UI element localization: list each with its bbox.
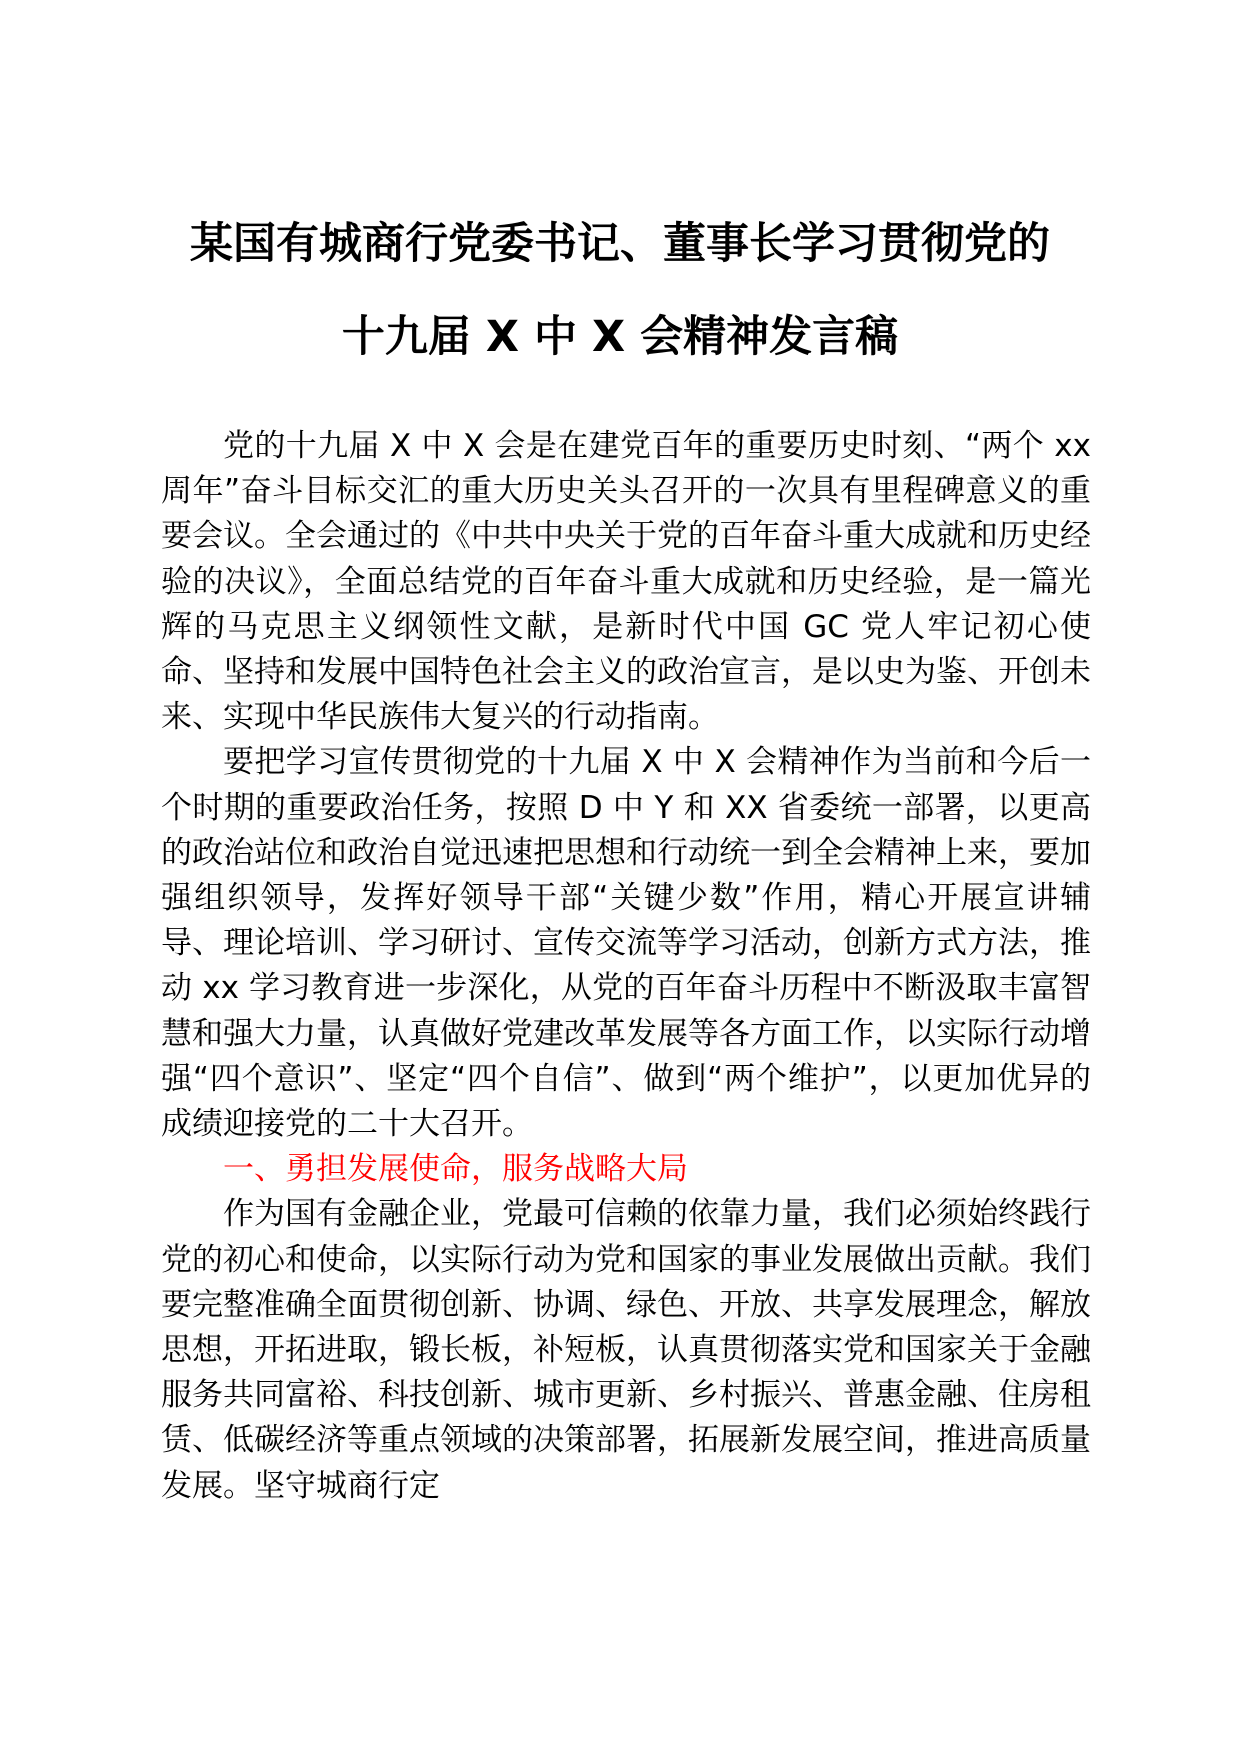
section-paragraph: 作为国有金融企业，党最可信赖的依靠力量，我们必须始终践行党的初心和使命，以实际行动为党和国家的事业发展做出贡献。我们要完整准确全面贯彻创新、协调、绿色、开放、共享发展理念，解放思想，开拓进取，锻长板，补短板，认真贯彻落实党和国家关于金融服务共同富裕、科技创新、城市更新、乡村振兴、普惠金融、住房租赁、低碳经济等重点领域的决策部署，拓展新发展空间，推进高质量发展。坚守城商行定 [161, 1196, 1091, 1504]
body-paragraph-1: 党的十九届 X 中 X 会是在建党百年的重要历史时刻、“两个 xx 周年”奋斗目标交汇的重大历史关头召开的一次具有里程碑意义的重要会议。全会通过的《中共中央关于党的百年奋斗重大成就和历史经验的决议》，全面总结党的百年奋斗重大成就和历史经验，是一篇光辉的马克思主义纲领性文献，是新时代中国 GC 党人牢记初心使命、坚持和发展中国特色社会主义的政治宣言，是以史为鉴、开创未来、实现中华民族伟大复兴的行动指南。 [161, 428, 1091, 736]
section-heading: 一、勇担发展使命，服务战略大局 [223, 1151, 688, 1188]
body-paragraph-2: 要把学习宣传贯彻党的十九届 X 中 X 会精神作为当前和今后一个时期的重要政治任务，按照 D 中 Y 和 XX 省委统一部署，以更高的政治站位和政治自觉迅速把思想和行动统一到全会精神上来，要加强组织领导，发挥好领导干部“关键少数”作用，精心开展宣讲辅导、理论培训、学习研讨、宣传交流等学习活动，创新方式方法，推动 xx 学习教育进一步深化，从党的百年奋斗历程中不断汲取丰富智慧和强大力量，认真做好党建改革发展等各方面工作，以实际行动增强“四个意识”、坚定“四个自信”、做到“两个维护”，以更加优异的成绩迎接党的二十大召开。 [161, 744, 1091, 1143]
document-title-line-2: 十九届 X 中 X 会精神发言稿 [341, 312, 899, 362]
document-body [161, 424, 1091, 1509]
document-title-line-1: 某国有城商行党委书记、董事长学习贯彻党的 [190, 219, 1050, 269]
